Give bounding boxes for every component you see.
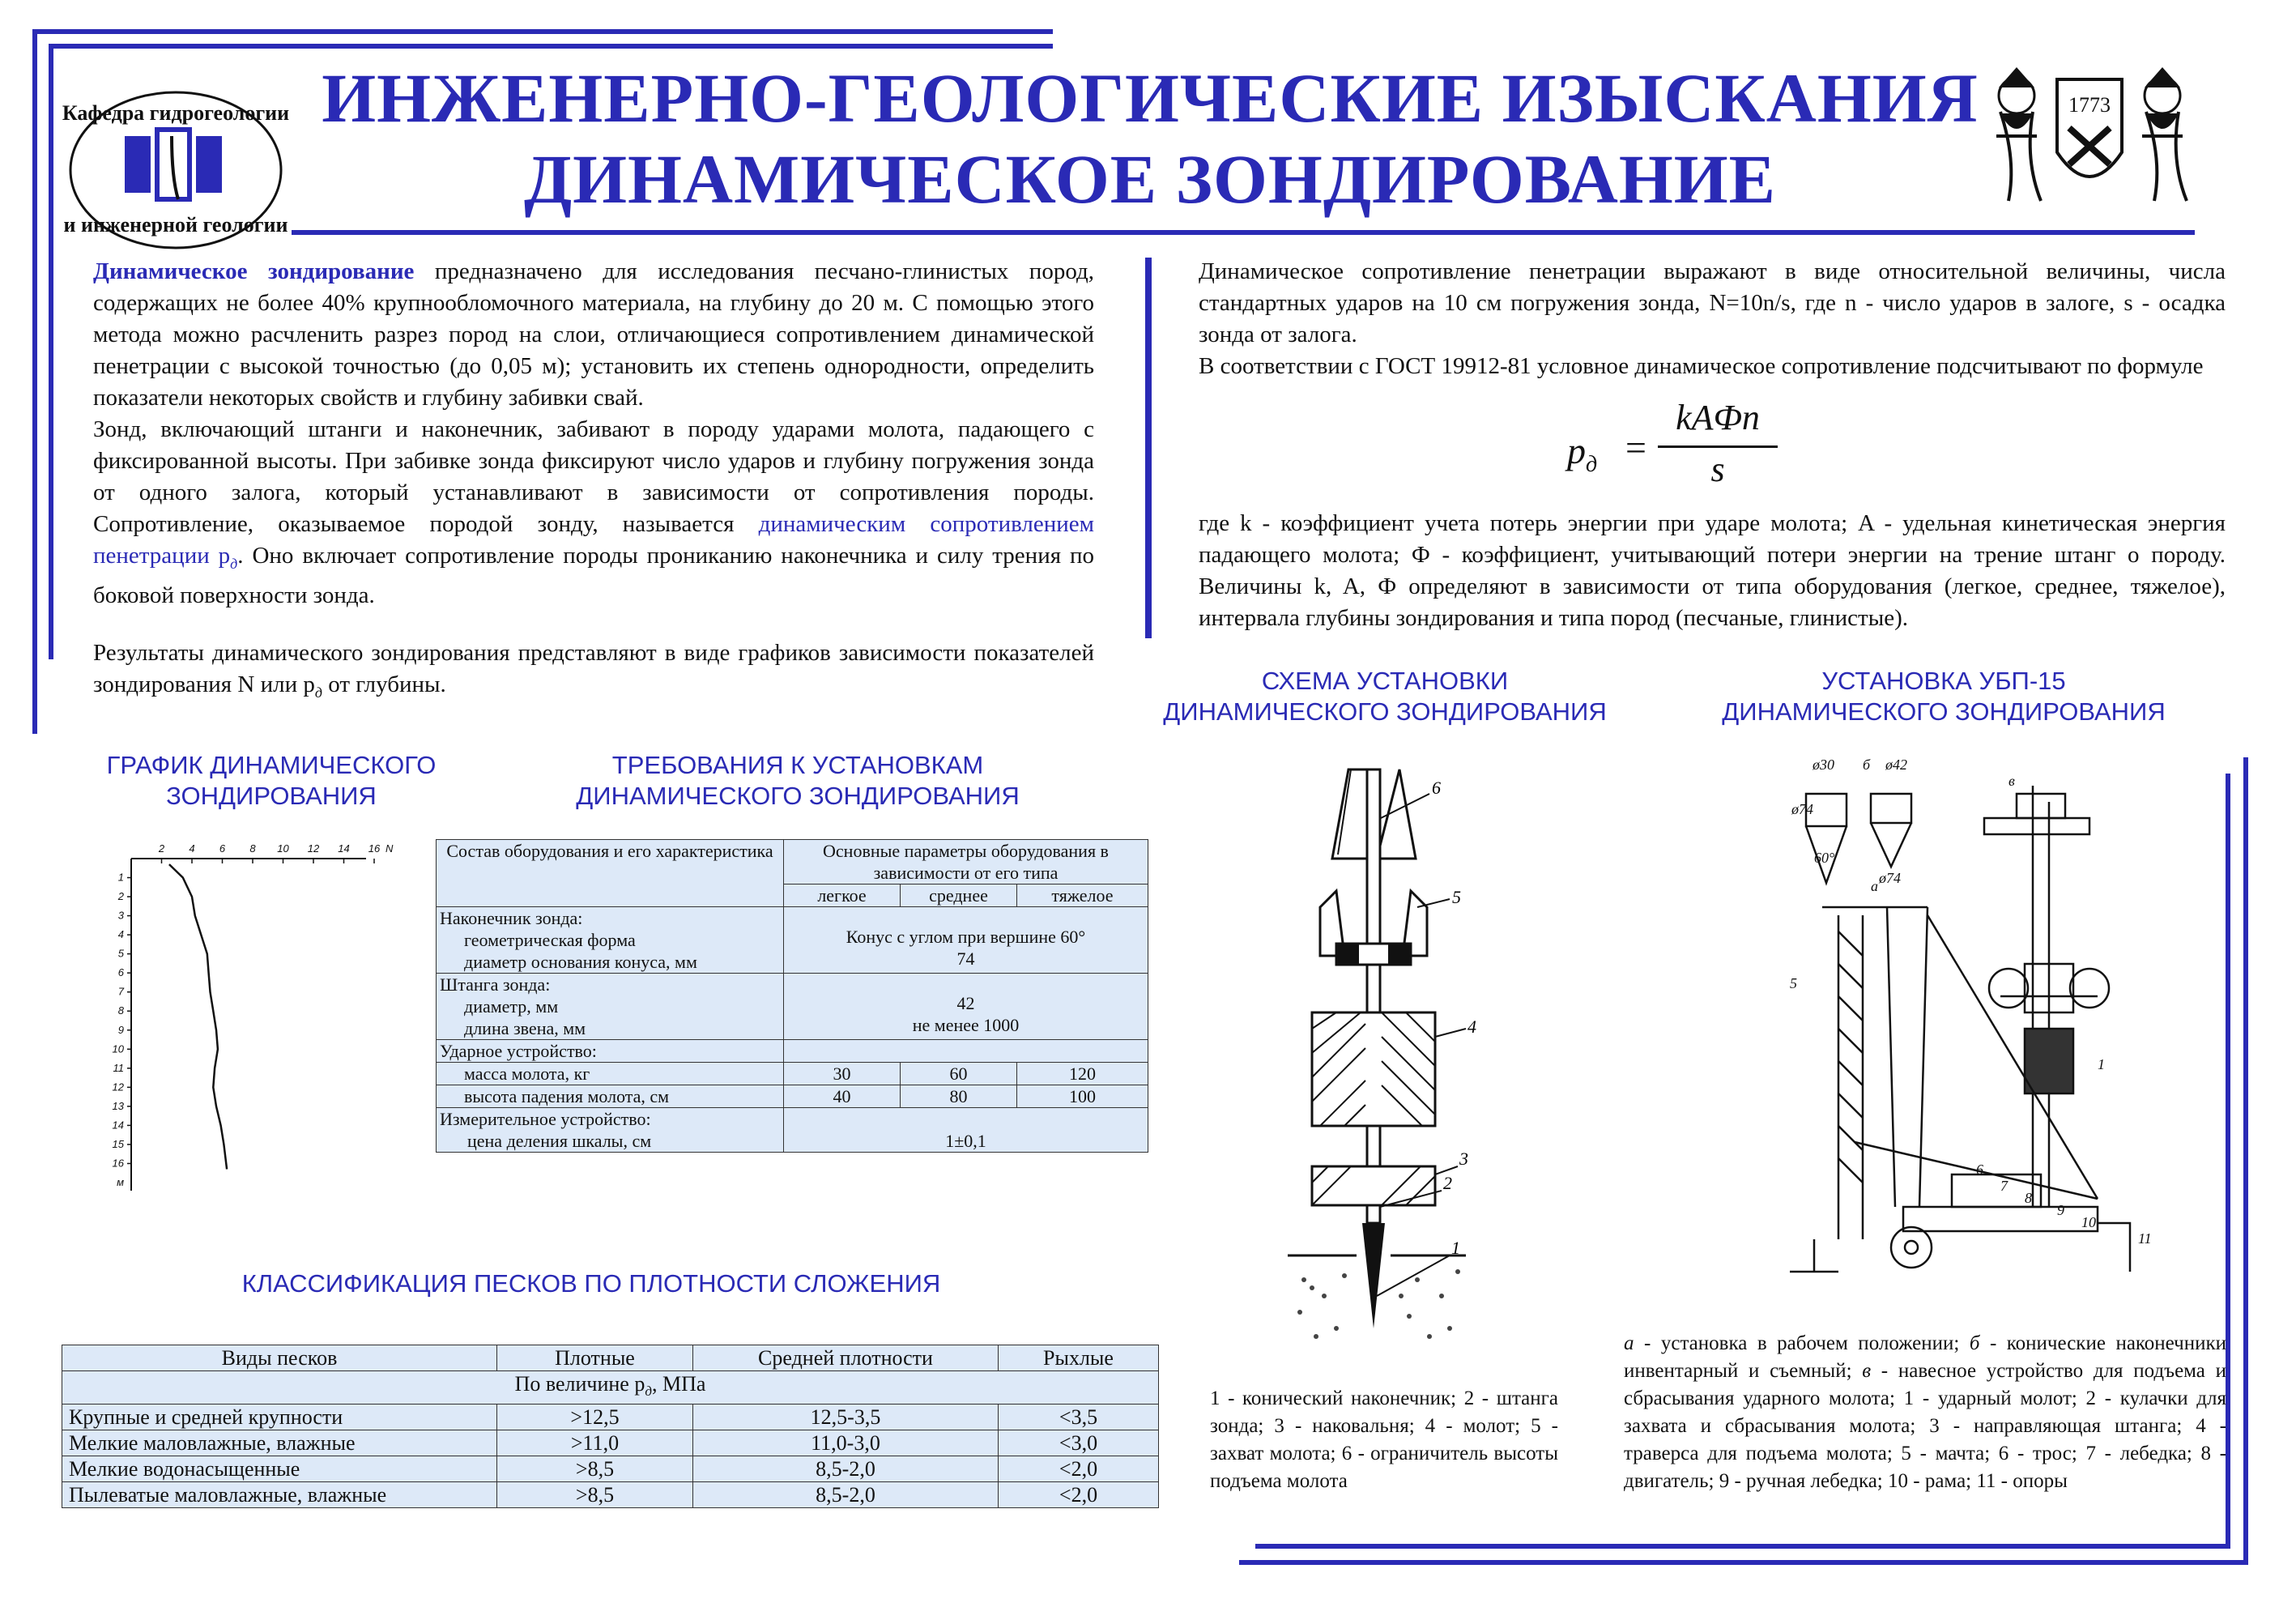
req-row-tip: Наконечник зонда: геометрическая форма диаметр основания конуса, мм Конус с углом при вершине 60° 74 [437, 907, 1148, 974]
ubp-label-60deg: 60° [1814, 850, 1835, 866]
page-title-line2: ДИНАМИЧЕСКОЕ ЗОНДИРОВАНИЕ [523, 140, 1777, 218]
frame-bottom-bar-inner [1255, 1544, 2230, 1549]
ubp-label-v: в [2008, 773, 2015, 789]
scheme-label-4: 4 [1467, 1017, 1476, 1037]
chart-y-axis-label: м [117, 1176, 124, 1188]
scheme-label-6: 6 [1432, 778, 1441, 798]
chart-x-tick-label: 4 [189, 842, 195, 855]
req-header-medium: среднее [901, 884, 1017, 907]
formula-lhs-sub: д [1586, 452, 1598, 478]
chart-y-tick-label: 9 [117, 1023, 124, 1036]
chart-y-tick-label: 13 [112, 1099, 124, 1112]
chart-y-tick-label: 8 [117, 1004, 124, 1017]
left-text-block [93, 256, 1094, 709]
ubp-drawing [1790, 753, 2227, 1288]
chart-x-tick-label: 12 [307, 842, 320, 855]
sand-row: Крупные и средней крупности >12,5 12,5-3,5 <3,5 [62, 1405, 1159, 1430]
resistance-paragraph: Динамическое сопротивление пенетрации выражают в виде относительной величины, числа стандартных ударов на 10 см погружения зонда, N=10n/s, где n - число ударов в залоге, s - осадка зонда от залога. [1199, 258, 2226, 347]
frame-right-bar [2243, 757, 2248, 1563]
requirements-title: ТРЕБОВАНИЯ К УСТАНОВКАМ ДИНАМИЧЕСКОГО ЗОНДИРОВАНИЯ [576, 751, 1020, 810]
chart-series-line [169, 864, 227, 1169]
ubp-label-10: 10 [2081, 1214, 2096, 1230]
chart-y-tick-label: 3 [117, 909, 124, 922]
ubp-title: УСТАНОВКА УБП-15 ДИНАМИЧЕСКОГО ЗОНДИРОВАНИЯ [1722, 667, 2166, 726]
scheme-label-5: 5 [1452, 887, 1461, 907]
ubp-label-6: 6 [1976, 1162, 1983, 1178]
chart-x-axis-label: N [386, 842, 394, 855]
graph-title: ГРАФИК ДИНАМИЧЕСКОГО ЗОНДИРОВАНИЯ [106, 751, 437, 810]
req-header-params: Основные параметры оборудования в зависимости от его типа [784, 840, 1148, 884]
chart-x-tick-label: 10 [277, 842, 289, 855]
column-divider-right [1148, 258, 1152, 638]
scheme-label-2: 2 [1443, 1173, 1452, 1193]
req-row-rod: Штанга зонда: диаметр, мм длина звена, мм 42 не менее 1000 [437, 974, 1148, 1040]
formula-lhs: p [1567, 430, 1586, 471]
gost-paragraph: В соответствии с ГОСТ 19912-81 условное динамическое сопротивление подсчитывают по формуле [1199, 353, 2204, 379]
term-dynamic-resistance: динамическим сопротивлением пенетрации $p_д$ [93, 511, 1094, 572]
probe-text-a: Зонд, включающий штанги и наконечник, забивают в породу ударами молота, падающего с фиксированной высоты. При забивке зонда фиксируют число ударов и глубину погружения зонда от одного залога, который устанавливают в зависимости от сопротивления породы. Сопротивление, оказываемое породой зонду, называется [93, 416, 1094, 537]
gnomes-emblem-icon [1976, 63, 2203, 209]
frame-left-bar [32, 29, 37, 734]
chart-x-tick-label: 16 [368, 842, 381, 855]
ubp-label-d30: ø30 [1813, 757, 1834, 773]
scheme-caption: 1 - конический наконечник; 2 - штанга зонда; 3 - наковальня; 4 - молот; 5 - захват молота; 6 - ограничитель высоты подъема молота [1210, 1387, 1558, 1492]
chart-x-tick-label: 6 [219, 842, 226, 855]
probe-paragraph [93, 414, 1094, 612]
sounding-chart [113, 834, 405, 1207]
req-header-heavy: тяжелое [1017, 884, 1148, 907]
chart-x-tick-label: 14 [338, 842, 350, 855]
sand-header-row: Виды песков Плотные Средней плотности Рыхлые [62, 1345, 1159, 1371]
ubp-label-7: 7 [2000, 1178, 2008, 1194]
chart-y-tick-label: 7 [117, 985, 124, 998]
chart-y-tick-label: 4 [117, 928, 124, 941]
formula-fraction-line [1658, 445, 1778, 448]
req-header-composition: Состав оборудования и его характеристика [437, 840, 784, 907]
intro-text: предназначено для исследования песчано-глинистых пород, содержащих не более 40% крупнообломочного материала, на глубину до 20 м. С помощью этого метода можно расчленить разрез пород на слои, отличающиеся сопротивлением динамической пенетрации с высокой точностью (до 0,05 м); установить их степень однородности, определить показатели некоторых свойств и глубину забивки свай. [93, 258, 1094, 411]
chart-x-tick-label: 2 [158, 842, 165, 855]
sand-row: Пылеватые маловлажные, влажные >8,5 8,5-2,0 <2,0 [62, 1482, 1159, 1508]
intro-paragraph [93, 256, 1094, 414]
scheme-label-3: 3 [1459, 1149, 1468, 1169]
results-paragraph: Результаты динамического зондирования представляют в виде графиков зависимости показателей зондирования N или $p_д$ от глубины. [93, 639, 1094, 701]
probe-text-b: . Оно включает сопротивление породы прониканию наконечника и силу трения по боковой поверхности зонда. [93, 543, 1094, 608]
sand-row: Мелкие маловлажные, влажные >11,0 11,0-3,0 <3,0 [62, 1430, 1159, 1456]
chart-y-tick-label: 11 [113, 1061, 124, 1074]
formula-equals: = [1625, 427, 1646, 468]
sand-classification-title: КЛАССИФИКАЦИЯ ПЕСКОВ ПО ПЛОТНОСТИ СЛОЖЕНИЯ [241, 1269, 941, 1298]
req-header-light: легкое [784, 884, 901, 907]
page-title-line1: ИНЖЕНЕРНО-ГЕОЛОГИЧЕСКИЕ ИЗЫСКАНИЯ [322, 59, 1979, 137]
formula-denominator: s [1710, 450, 1725, 489]
chart-y-tick-label: 14 [112, 1119, 124, 1132]
ubp-label-8: 8 [2025, 1190, 2032, 1206]
req-row-hammer-height: высота падения молота, см 40 80 100 [437, 1085, 1148, 1108]
scheme-title: СХЕМА УСТАНОВКИ ДИНАМИЧЕСКОГО ЗОНДИРОВАНИЯ [1163, 667, 1607, 726]
right-text-block [1199, 256, 2226, 382]
chart-y-tick-label: 2 [117, 890, 124, 903]
req-row-measure: Измерительное устройство: цена деления шкалы, см 1±0,1 [437, 1108, 1148, 1153]
frame-bottom-bar [1239, 1560, 2248, 1565]
ubp-label-9: 9 [2057, 1202, 2064, 1218]
ubp-label-d42: ø42 [1885, 757, 1907, 773]
department-logo-icon [50, 73, 308, 259]
sand-subheader-row: По величине $p_д$, МПа [62, 1371, 1159, 1405]
coefficients-paragraph: где k - коэффициент учета потерь энергии при ударе молота; A - удельная кинетическая энергия падающего молота; Ф - коэффициент, учитывающий потери энергии на трение штанг о породу. Величины k, A, Ф определяют в зависимости от типа оборудования (легкое, среднее, тяжелое), интервала глубины зондирования и типа пород (песчаные, глинистые). [1199, 510, 2226, 631]
title-underline [292, 230, 2195, 235]
ubp-label-d74b: ø74 [1879, 870, 1901, 886]
formula-numerator: kAФn [1676, 398, 1760, 437]
req-row-hammer-mass: масса молота, кг 30 60 120 [437, 1063, 1148, 1085]
ubp-label-a: а [1871, 878, 1878, 894]
ubp-label-1: 1 [2098, 1056, 2105, 1072]
chart-y-tick-label: 16 [112, 1157, 124, 1170]
scheme-label-1: 1 [1451, 1238, 1460, 1258]
coefficients-block [1199, 508, 2226, 634]
requirements-table [436, 839, 1148, 1153]
emblem-year: 1773 [2068, 93, 2111, 117]
req-row-hammer-title: Ударное устройство: [437, 1040, 1148, 1063]
chart-y-tick-label: 10 [112, 1042, 124, 1055]
scheme-drawing [1288, 769, 1498, 1336]
chart-x-tick-label: 8 [249, 842, 256, 855]
chart-y-tick-label: 12 [112, 1081, 124, 1093]
sand-table [62, 1345, 1159, 1508]
logo-text-bottom: и инженерной геологии [63, 213, 288, 237]
frame-top-bar [32, 29, 1053, 34]
ubp-label-b: б [1863, 757, 1871, 773]
term-dynamic-sounding: Динамическое зондирование [93, 258, 415, 284]
frame-top-bar-inner [49, 44, 1053, 49]
logo-text-top: Кафедра гидрогеологии [62, 101, 290, 125]
ubp-caption: а - установка в рабочем положении; б - конические наконечники инвентарный и съемный; в - навесное устройство для подъема и сбрасывания ударного молота; 1 - ударный молот; 2 - кулачки для захвата и сбрасывания молота; 3 - направляющая штанга; 4 - траверса для подъема молота; 5 - мачта; 6 - трос; 7 - лебедка; 8 - двигатель; 9 - ручная лебедка; 10 - рама; 11 - опоры [1624, 1332, 2226, 1492]
chart-y-tick-label: 1 [117, 871, 124, 884]
sand-row: Мелкие водонасыщенные >8,5 8,5-2,0 <2,0 [62, 1456, 1159, 1482]
ubp-label-d74a: ø74 [1791, 801, 1813, 817]
chart-y-tick-label: 5 [117, 947, 124, 960]
ubp-label-11: 11 [2138, 1230, 2152, 1247]
chart-y-tick-label: 15 [112, 1137, 124, 1150]
formula [1567, 397, 1778, 494]
chart-y-tick-label: 6 [117, 966, 124, 979]
ubp-label-5: 5 [1790, 975, 1797, 991]
